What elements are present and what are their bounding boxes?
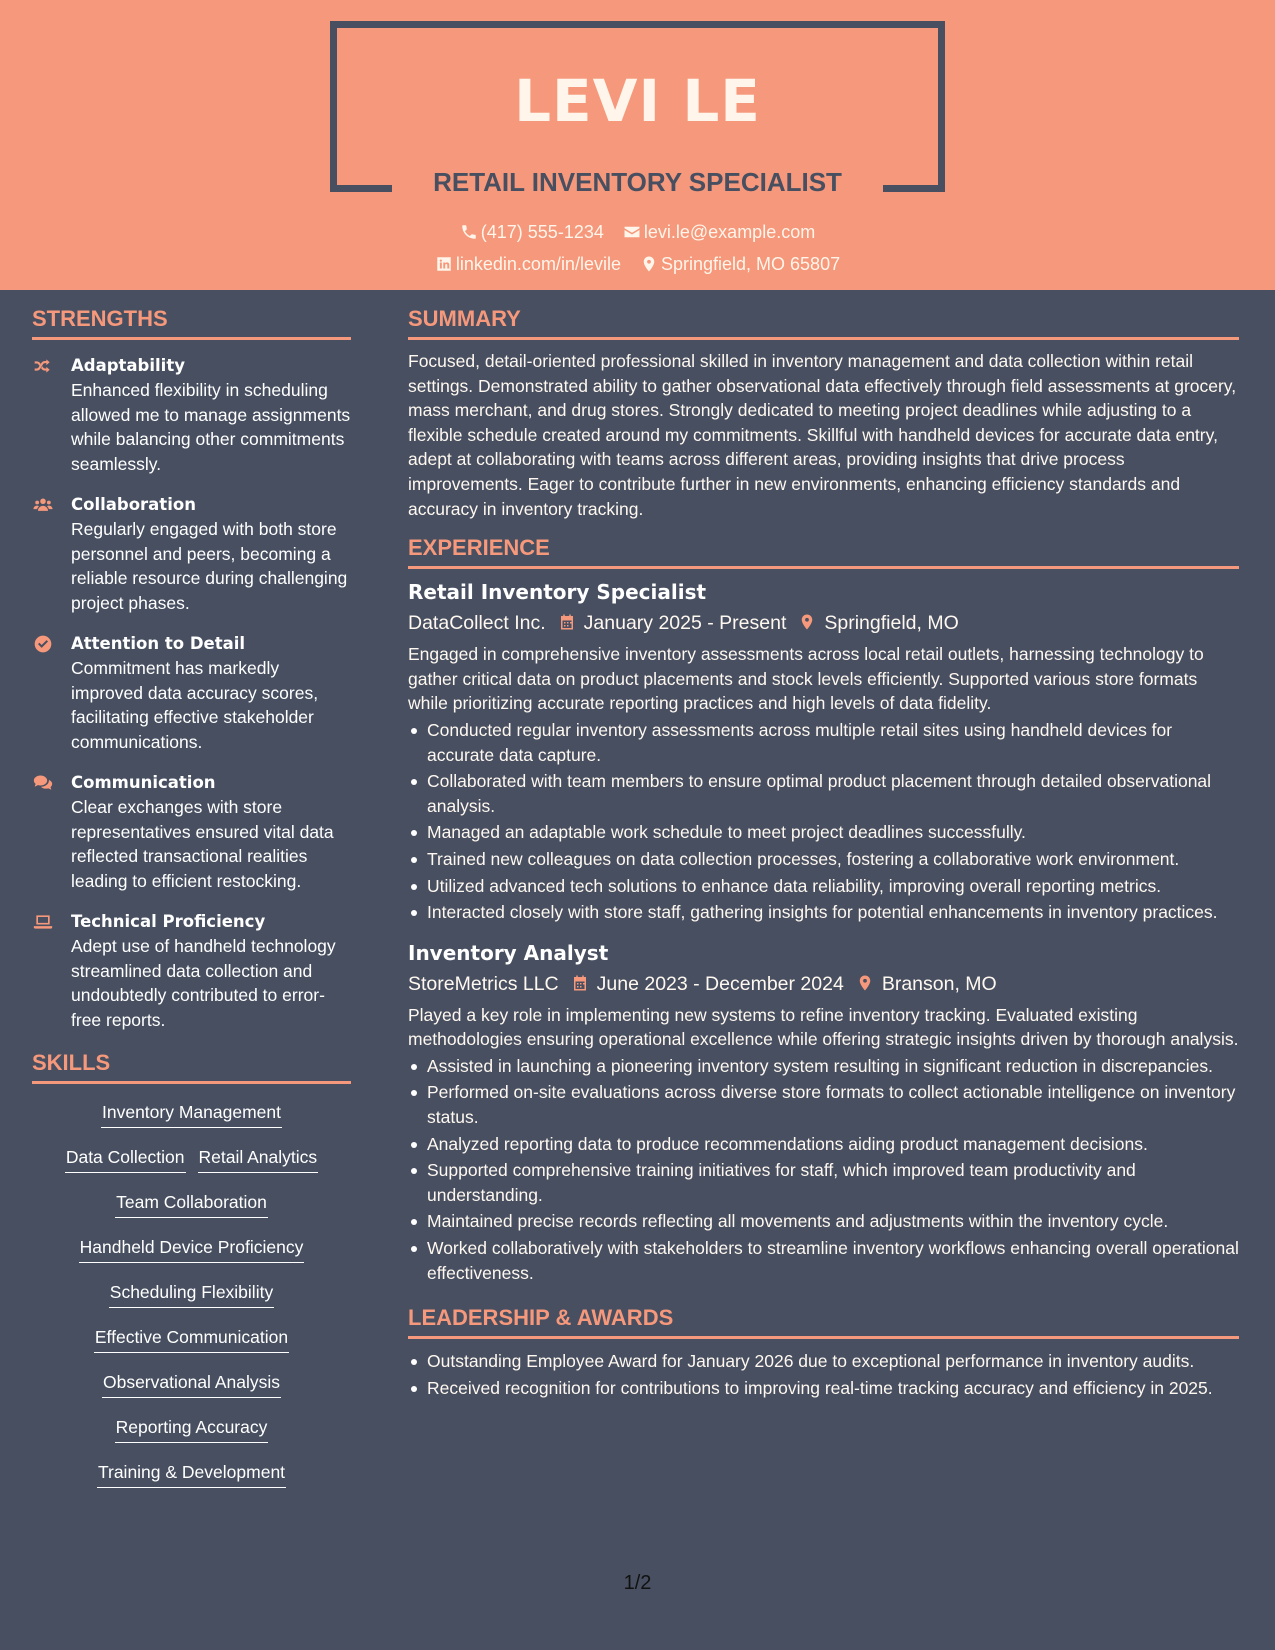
job-entry — [408, 578, 1239, 925]
strength-name: Technical Proficiency — [71, 912, 266, 931]
list-item: Assisted in launching a pioneering inventory system resulting in significant reduction in discrepancies. — [408, 1054, 1239, 1079]
list-item: Worked collaboratively with stakeholders to streamline inventory workflows enhancing overall operational effectiveness. — [408, 1236, 1239, 1285]
skill-tag: Effective Communication — [94, 1325, 289, 1353]
candidate-name: LEVI LE — [514, 67, 761, 135]
page-number: 1/2 — [623, 1572, 652, 1594]
job-dates: January 2025 - Present — [583, 612, 787, 635]
email-text: levi.le@example.com — [643, 222, 816, 242]
job-role: Inventory Analyst — [408, 940, 609, 965]
job-meta — [408, 608, 1239, 638]
map-pin-icon — [798, 612, 816, 632]
users-icon — [32, 495, 54, 515]
list-item: Conducted regular inventory assessments across multiple retail sites using handheld devices for accurate data capture. — [408, 718, 1239, 767]
list-item: Outstanding Employee Award for January 2026 due to exceptional performance in inventory audits. — [408, 1349, 1239, 1374]
skill-tag: Data Collection — [65, 1145, 186, 1173]
strength-item — [32, 771, 351, 893]
sidebar — [32, 305, 351, 1505]
strength-desc: Enhanced flexibility in scheduling allowed me to manage assignments while balancing other commitments seamlessly. — [71, 380, 351, 474]
list-item: Utilized advanced tech solutions to enhance data reliability, improving overall reporting metrics. — [408, 874, 1239, 899]
job-company: DataCollect Inc. — [408, 612, 546, 635]
job-location: Springfield, MO — [824, 612, 959, 635]
resume-header — [0, 0, 1275, 290]
list-item: Managed an adaptable work schedule to meet project deadlines successfully. — [408, 820, 1239, 845]
list-item: Maintained precise records reflecting all movements and adjustments within the inventory cycle. — [408, 1209, 1239, 1234]
strength-desc: Clear exchanges with store representatives ensured vital data reflected transactional realities leading to efficient restocking. — [71, 797, 334, 891]
skills-heading: SKILLS — [32, 1049, 351, 1084]
map-pin-icon — [640, 255, 658, 273]
envelope-icon — [623, 223, 641, 241]
contact-row-2 — [0, 252, 1275, 276]
contact-phone[interactable] — [460, 220, 604, 244]
list-item: Performed on-site evaluations across diverse store formats to collect actionable intelligence on inventory status. — [408, 1080, 1239, 1129]
skill-tag: Handheld Device Proficiency — [79, 1235, 305, 1263]
map-pin-icon — [856, 973, 874, 993]
contact-linkedin[interactable] — [435, 252, 621, 276]
list-item: Supported comprehensive training initiatives for staff, which improved team productivity and understanding. — [408, 1158, 1239, 1207]
comments-icon — [32, 773, 54, 793]
job-entry — [408, 939, 1239, 1286]
strength-item — [32, 354, 351, 476]
job-bullets — [408, 1054, 1239, 1285]
job-location: Branson, MO — [881, 972, 997, 995]
calendar-icon — [571, 973, 589, 993]
check-circle-icon — [32, 634, 54, 654]
calendar-icon — [558, 612, 576, 632]
summary-text: Focused, detail-oriented professional skilled in inventory management and data collection within retail settings. Demonstrated ability to gather observational data effectively through field assessments at grocery, mass merchant, and drug stores. Strongly dedicated to meeting project deadlines while adjusting to a flexible schedule created around my commitments. Skillful with handheld devices for accurate data entry, adept at collaborating with teams across different areas, providing insights that drive process improvements. Eager to contribute further in new environments, enhancing efficiency standards and accuracy in inventory tracking. — [408, 351, 1237, 519]
strength-desc: Regularly engaged with both store personnel and peers, becoming a reliable resource during challenging project phases. — [71, 519, 348, 613]
skill-tag: Team Collaboration — [115, 1190, 268, 1218]
experience-heading: EXPERIENCE — [408, 534, 1239, 569]
strengths-heading: STRENGTHS — [32, 305, 351, 340]
list-item: Trained new colleagues on data collection processes, fostering a collaborative work environment. — [408, 847, 1239, 872]
contact-location — [640, 252, 840, 276]
skill-tag: Training & Development — [97, 1460, 286, 1488]
list-item: Analyzed reporting data to produce recommendations aiding product management decisions. — [408, 1132, 1239, 1157]
contact-email[interactable] — [623, 220, 815, 244]
list-item: Received recognition for contributions to improving real-time tracking accuracy and efficiency in 2025. — [408, 1376, 1239, 1401]
list-item: Interacted closely with store staff, gathering insights for potential enhancements in inventory practices. — [408, 900, 1239, 925]
linkedin-text: linkedin.com/in/levile — [455, 254, 621, 274]
strength-name: Collaboration — [71, 495, 196, 514]
job-company: StoreMetrics LLC — [408, 972, 559, 995]
skill-tag: Scheduling Flexibility — [109, 1280, 274, 1308]
skill-tag: Inventory Management — [101, 1100, 282, 1128]
job-dates: June 2023 - December 2024 — [596, 972, 844, 995]
job-description: Engaged in comprehensive inventory assessments across local retail outlets, harnessing technology to gather critical data on product placements and stock levels efficiently. Supported various store formats while prioritizing accurate reporting practices and high levels of data fidelity. — [408, 644, 1204, 714]
strength-name: Attention to Detail — [71, 634, 246, 653]
skills-list — [32, 1100, 351, 1505]
linkedin-icon — [435, 255, 453, 273]
job-bullets — [408, 718, 1239, 925]
job-description: Played a key role in implementing new systems to refine inventory tracking. Evaluated existing methodologies ensuring operational excellence while offering strategic insights driven by thorough analysis. — [408, 1004, 1239, 1050]
awards-list — [408, 1349, 1239, 1400]
shuffle-icon — [32, 356, 54, 376]
skill-tag: Reporting Accuracy — [115, 1415, 269, 1443]
strength-name: Adaptability — [71, 356, 185, 375]
job-role: Retail Inventory Specialist — [408, 580, 707, 605]
strength-desc: Adept use of handheld technology streamlined data collection and undoubtedly contributed to error-free reports. — [71, 936, 336, 1030]
strengths-list — [32, 354, 351, 1032]
phone-text: (417) 555-1234 — [480, 222, 604, 242]
skill-tag: Observational Analysis — [102, 1370, 281, 1398]
contact-row-1 — [0, 220, 1275, 244]
strength-item — [32, 632, 351, 754]
awards-heading: LEADERSHIP & AWARDS — [408, 1304, 1239, 1339]
strength-name: Communication — [71, 773, 216, 792]
summary-heading: SUMMARY — [408, 305, 1239, 340]
list-item: Collaborated with team members to ensure optimal product placement through detailed observational analysis. — [408, 769, 1239, 818]
strength-item — [32, 493, 351, 615]
phone-icon — [460, 223, 478, 241]
strength-desc: Commitment has markedly improved data accuracy scores, facilitating effective stakeholder communications. — [71, 658, 319, 752]
main-content — [408, 305, 1239, 1402]
laptop-icon — [32, 912, 54, 932]
job-title: RETAIL INVENTORY SPECIALIST — [433, 167, 842, 197]
skill-tag: Retail Analytics — [198, 1145, 319, 1173]
strength-item — [32, 910, 351, 1032]
job-meta — [408, 969, 1239, 999]
location-text: Springfield, MO 65807 — [660, 254, 841, 274]
